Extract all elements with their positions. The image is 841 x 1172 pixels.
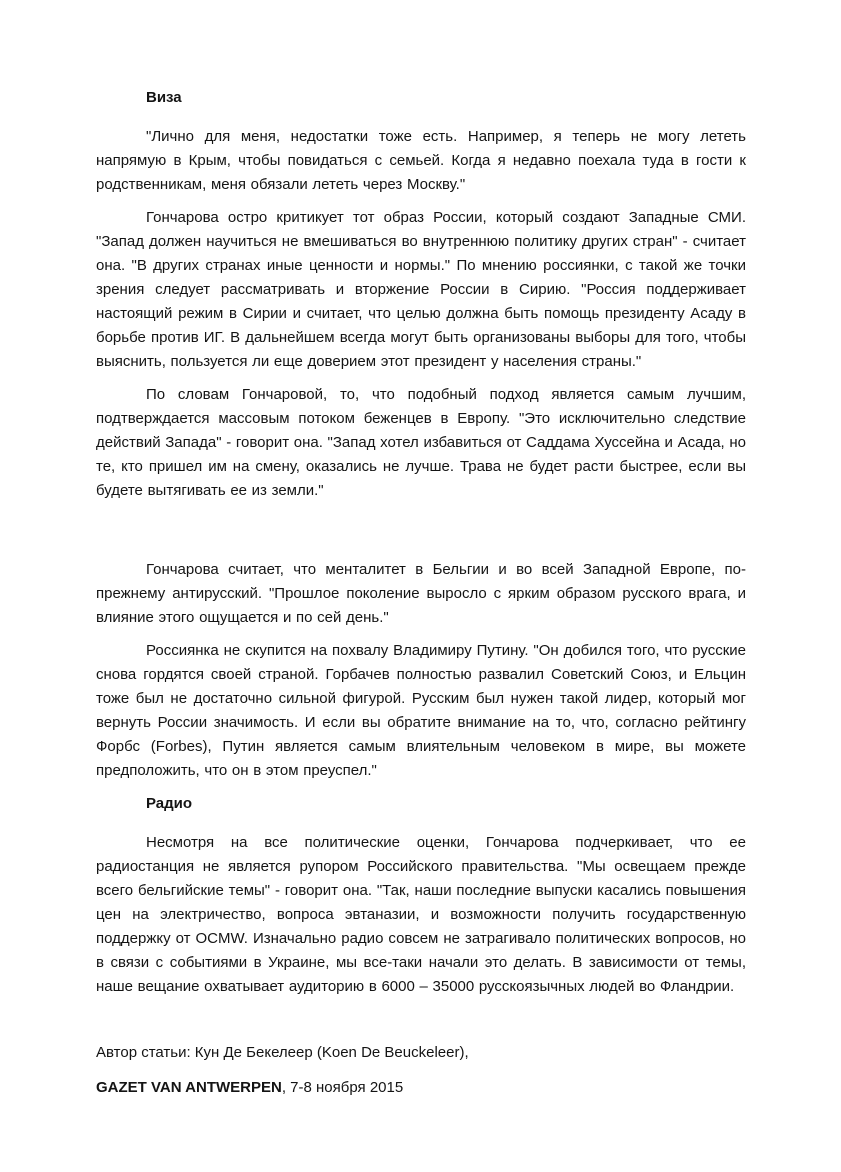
article-body bbox=[96, 86, 746, 1100]
paragraph-visa-drawbacks: "Лично для меня, недостатки тоже есть. Например, я теперь не могу лететь напрямую в Крым, чтобы повидаться с семьей. Когда я недавно поехала туда в гости к родственникам, меня обязали лететь через Москву." bbox=[96, 128, 746, 193]
article-author-line: Автор статьи: Кун Де Бекелеер (Koen De Beuckeleer), bbox=[96, 1044, 469, 1061]
paragraph-putin-praise: Россиянка не скупится на похвалу Владимиру Путину. "Он добился того, что русские снова гордятся своей страной. Горбачев полностью развалил Советский Союз, и Ельцин тоже был не достаточно сильной фигурой. Русским был нужен такой лидер, который мог вернуть России значимость. И если вы обратите внимание на то, что, согласно рейтингу Форбс (Forbes), Путин является самым влиятельным человеком в мире, вы можете предположить, что он в этом преуспел." bbox=[96, 642, 746, 779]
source-publication-date: , 7-8 ноября 2015 bbox=[281, 1079, 404, 1096]
heading-radio: Радио bbox=[146, 795, 193, 812]
heading-visa: Виза bbox=[146, 89, 182, 106]
source-publication-name: GAZET VAN ANTWERPEN bbox=[96, 1079, 282, 1096]
paragraph-radio-station: Несмотря на все политические оценки, Гончарова подчеркивает, что ее радиостанция не является рупором Российского правительства. "Мы освещаем прежде всего бельгийские темы" - говорит она. "Так, наши последние выпуски касались повышения цен на электричество, вопроса эвтаназии, и возможности получить государственную поддержку от OCMW. Изначально радио совсем не затрагивало политических вопросов, но в связи с событиями в Украине, мы все-таки начали это делать. В зависимости от темы, наше вещание охватывает аудиторию в 6000 – 35000 русскоязычных людей во Фландрии. bbox=[96, 834, 746, 995]
paragraph-western-media: Гончарова остро критикует тот образ России, который создают Западные СМИ. "Запад должен научиться не вмешиваться во внутреннюю политику других стран" - считает она. "В других странах иные ценности и нормы." По мнению россиянки, с такой же точки зрения следует рассматривать и вторжение России в Сирию. "Россия поддерживает настоящий режим в Сирии и считает, что целью должна быть помощь президенту Асаду в борьбе против ИГ. В дальнейшем всегда могут быть организованы выборы для того, чтобы выяснить, пользуется ли еще доверием этот президент у населения страны." bbox=[96, 209, 746, 370]
article-source-line bbox=[96, 1076, 746, 1100]
paragraph-refugees: По словам Гончаровой, то, что подобный подход является самым лучшим, подтверждается массовым потоком беженцев в Европу. "Это исключительно следствие действий Запада" - говорит она. "Запад хотел избавиться от Саддама Хуссейна и Асада, но те, кто пришел им на смену, оказались не лучше. Трава не будет расти быстрее, если вы будете вытягивать ее из земли." bbox=[96, 386, 746, 499]
empty-line bbox=[96, 512, 746, 558]
paragraph-mentality: Гончарова считает, что менталитет в Бельгии и во всей Западной Европе, по-прежнему антирусский. "Прошлое поколение выросло с ярким образом русского врага, и влияние этого ощущается и по сей день." bbox=[96, 561, 746, 626]
